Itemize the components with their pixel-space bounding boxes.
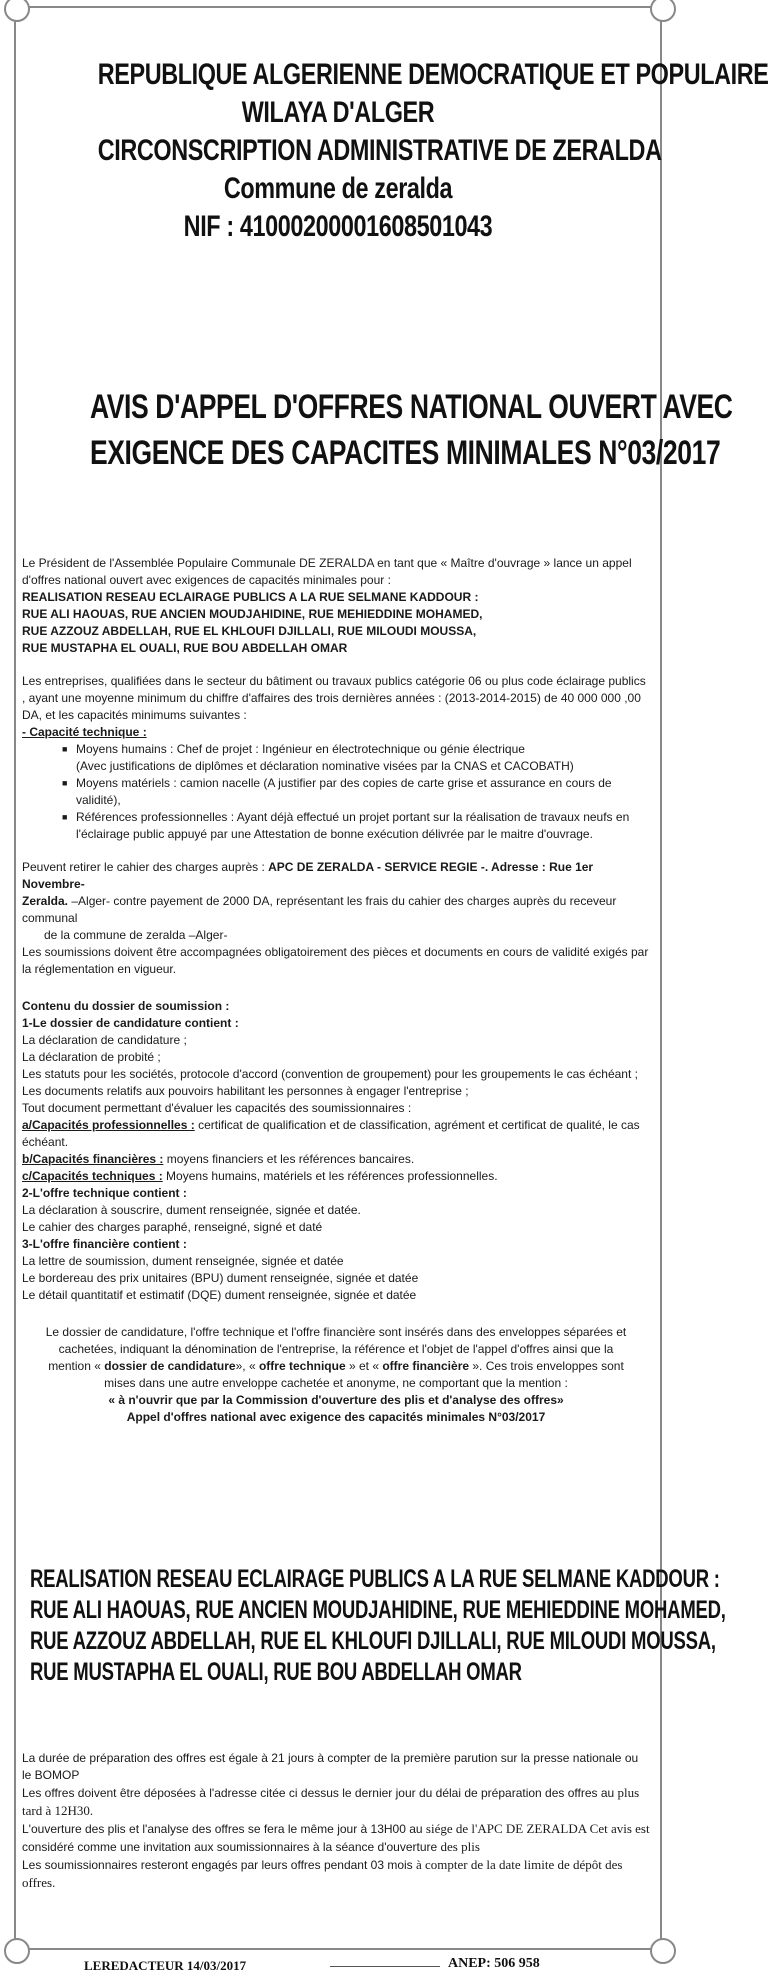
capacity-text: certificat de qualification et de classification, agrément et certificat de qualité, le cas échéant. (22, 1118, 640, 1149)
project-large-line: RUE ALI HAOUAS, RUE ANCIEN MOUDJAHIDINE, RUE MEHIEDDINE MOHAMED, (30, 1596, 726, 1624)
envelopes-text: ». Ces trois enveloppes sont mises dans une autre enveloppe cachetée et anonyme, ne comportant que la mention : (104, 1359, 624, 1390)
closing-text: siége de l'APC DE ZERALDA Cet avis est (425, 1821, 650, 1836)
closing-text: des plis (440, 1839, 480, 1854)
envelope-mention-1: « à n'ouvrir que par la Commission d'ouverture des plis et d'analyse des offres» (108, 1393, 564, 1407)
closing-section (22, 1750, 650, 1892)
envelope-mention-2: Appel d'offres national avec exigence des capacités minimales N°03/2017 (126, 1410, 546, 1424)
corner-ornament (650, 0, 676, 22)
list-item: La déclaration de probité ; (22, 1050, 161, 1064)
title-line-2: EXIGENCE DES CAPACITES MINIMALES N°03/2017 (89, 434, 721, 472)
retrieval-text: –Alger- contre payement de 2000 DA, représentant les frais du cahier des charges auprès du receveur communal (22, 894, 617, 925)
list-item (62, 741, 650, 775)
dossier-section-2-items (22, 1202, 650, 1236)
envelopes-text: » et « (345, 1359, 383, 1373)
retrieval-city: Zeralda. (22, 894, 69, 908)
list-item: Le cahier des charges paraphé, renseigné, signé et daté (22, 1220, 323, 1234)
header-republic: REPUBLIQUE ALGERIENNE DEMOCRATIQUE ET POPULAIRE (97, 58, 768, 91)
retrieval-line: Les soumissions doivent être accompagnées obligatoirement des pièces et documents en cours de validité exigés par la réglementation en vigueur. (22, 945, 649, 976)
envelopes-mention: offre technique (258, 1359, 346, 1373)
notice-body (22, 555, 650, 1426)
notice-title (20, 384, 733, 476)
retrieval-text: Peuvent retirer le cahier des charges auprès : (22, 860, 269, 874)
intro-paragraph: Le Président de l'Assemblée Populaire Communale DE ZERALDA en tant que « Maître d'ouvrage » lance un appel d'offres national ouvert avec exigences de capacités minimales pour : (22, 556, 632, 587)
capacity-item (22, 1117, 650, 1151)
closing-text: Les soumissionnaires resteront engagés par leurs offres pendant 03 mois (22, 1858, 417, 1872)
dossier-section-3: 3-L'offre financière contient : (22, 1237, 187, 1251)
capacity-item (22, 1151, 650, 1168)
list-item: Le bordereau des prix unitaires (BPU) dument renseignée, signée et datée (22, 1271, 419, 1285)
footer-rule (330, 1966, 440, 1967)
capacity-label: c/Capacités techniques : (22, 1169, 163, 1183)
project-large-line: RUE AZZOUZ ABDELLAH, RUE EL KHLOUFI DJILLALI, RUE MILOUDI MOUSSA, (30, 1627, 716, 1655)
retrieval-line: de la commune de zeralda –Alger- (44, 928, 228, 942)
closing-paragraph: La durée de préparation des offres est égale à 21 jours à compter de la première parution sur la presse nationale ou le BOMOP (22, 1751, 639, 1782)
dossier-section-3-items (22, 1253, 650, 1304)
retrieval-line (22, 893, 650, 927)
bullet-text: l'éclairage public appuyé par une Attestation de bonne exécution délivrée par le maitre d'ouvrage. (76, 827, 593, 841)
capacity-label: a/Capacités professionnelles : (22, 1118, 195, 1132)
retrieval-line (22, 859, 650, 893)
envelopes-text: », « (235, 1359, 259, 1373)
bullet-text: Moyens humains : Chef de projet : Ingénieur en électrotechnique ou génie électrique (76, 742, 525, 756)
project-line: RUE ALI HAOUAS, RUE ANCIEN MOUDJAHIDINE, RUE MEHIEDDINE MOHAMED, (22, 607, 483, 621)
list-item: La lettre de soumission, dument renseignée, signée et datée (22, 1254, 344, 1268)
header-nif: NIF : 41000200001608501043 (183, 210, 493, 243)
project-large-line: RUE MUSTAPHA EL OUALI, RUE BOU ABDELLAH OMAR (30, 1658, 522, 1686)
bullet-text: Moyens matériels : camion nacelle (A justifier par des copies de carte grise et assurance en cours de validité), (76, 776, 612, 807)
bullet-text: (Avec justifications de diplômes et déclaration nominative visées par la CNAS et CACOBATH) (76, 759, 574, 773)
header-wilaya: WILAYA D'ALGER (241, 96, 435, 129)
closing-paragraph (22, 1784, 650, 1820)
closing-paragraph (22, 1820, 650, 1856)
closing-text: L'ouverture des plis et l'analyse des offres se fera le même jour à 13H00 au (22, 1822, 426, 1836)
closing-text: considéré comme une invitation aux soumissionnaires à la séance d'ouverture (22, 1840, 441, 1854)
notice-header (30, 56, 768, 246)
closing-text: à compter de la date limite de dépôt des offres. (22, 1857, 623, 1890)
capacity-text: moyens financiers et les références bancaires. (163, 1152, 415, 1166)
header-circonscription: CIRCONSCRIPTION ADMINISTRATIVE DE ZERALDA (97, 134, 662, 167)
retrieval-address: APC DE ZERALDA - SERVICE REGIE -. Adresse : Rue 1er Novembre- (22, 860, 594, 891)
envelopes-mention: offre financière (382, 1359, 470, 1373)
list-item: La déclaration de candidature ; (22, 1033, 187, 1047)
envelopes-paragraph (22, 1324, 650, 1392)
project-title-large (30, 1564, 726, 1688)
envelopes-text: Le dossier de candidature, l'offre technique et l'offre financière sont insérés dans des enveloppes séparées et cachetées, indiquant la dénomination de l'entreprise, la référence et l'objet de l'appel d'offres ainsi que la mention « (45, 1325, 627, 1373)
list-item: Les documents relatifs aux pouvoirs habilitant les personnes à engager l'entreprise ; (22, 1084, 469, 1098)
dossier-section-1: 1-Le dossier de candidature contient : (22, 1016, 239, 1030)
header-commune: Commune de zeralda (223, 172, 453, 205)
closing-text: Les offres doivent être déposées à l'adresse citée ci dessus le dernier jour du délai de préparation des offres au (22, 1786, 618, 1800)
capacity-label: b/Capacités financières : (22, 1152, 164, 1166)
list-item (62, 775, 650, 809)
dossier-heading: Contenu du dossier de soumission : (22, 999, 230, 1013)
project-large-line: REALISATION RESEAU ECLAIRAGE PUBLICS A LA RUE SELMANE KADDOUR : (30, 1565, 720, 1593)
dossier-section-1-items (22, 1032, 650, 1117)
eligibility-paragraph: Les entreprises, qualifiées dans le secteur du bâtiment ou travaux publics catégorie 06 ou plus code éclairage publics , ayant une moyenne minimum du chiffre d'affaires des trois dernières années : (2013-2014-2015) de 40 000 000 ,00 DA, et les capacités minimums suivantes : (22, 674, 646, 722)
capacity-list (22, 741, 650, 843)
technical-capacity-heading: - Capacité technique : (22, 725, 147, 739)
list-item: Tout document permettant d'évaluer les capacités des soumissionnaires : (22, 1101, 412, 1115)
envelopes-mention: dossier de candidature (104, 1359, 236, 1373)
closing-paragraph (22, 1856, 650, 1892)
list-item (62, 809, 650, 843)
footer-newspaper-date: LEREDACTEUR 14/03/2017 (84, 1958, 247, 1973)
notice-footer (0, 1954, 676, 1980)
list-item: Les statuts pour les sociétés, protocole d'accord (convention de groupement) pour les groupements le cas échéant ; (22, 1067, 638, 1081)
closing-text: plus tard à 12H30. (22, 1785, 640, 1818)
capacity-text: Moyens humains, matériels et les références professionnelles. (162, 1169, 498, 1183)
capacity-item (22, 1168, 650, 1185)
dossier-section-2: 2-L'offre technique contient : (22, 1186, 187, 1200)
bullet-text: Références professionnelles : Ayant déjà effectué un projet portant sur la réalisation de travaux neufs en (76, 810, 630, 824)
project-line: RUE AZZOUZ ABDELLAH, RUE EL KHLOUFI DJILLALI, RUE MILOUDI MOUSSA, (22, 624, 477, 638)
title-line-1: AVIS D'APPEL D'OFFRES NATIONAL OUVERT AVEC (89, 388, 733, 426)
list-item: La déclaration à souscrire, dument renseignée, signée et datée. (22, 1203, 361, 1217)
project-line: RUE MUSTAPHA EL OUALI, RUE BOU ABDELLAH OMAR (22, 641, 348, 655)
footer-anep-number: ANEP: 506 958 (448, 1956, 540, 1971)
list-item: Le détail quantitatif et estimatif (DQE) dument renseignée, signée et datée (22, 1288, 417, 1302)
project-line: REALISATION RESEAU ECLAIRAGE PUBLICS A LA RUE SELMANE KADDOUR : (22, 590, 479, 604)
